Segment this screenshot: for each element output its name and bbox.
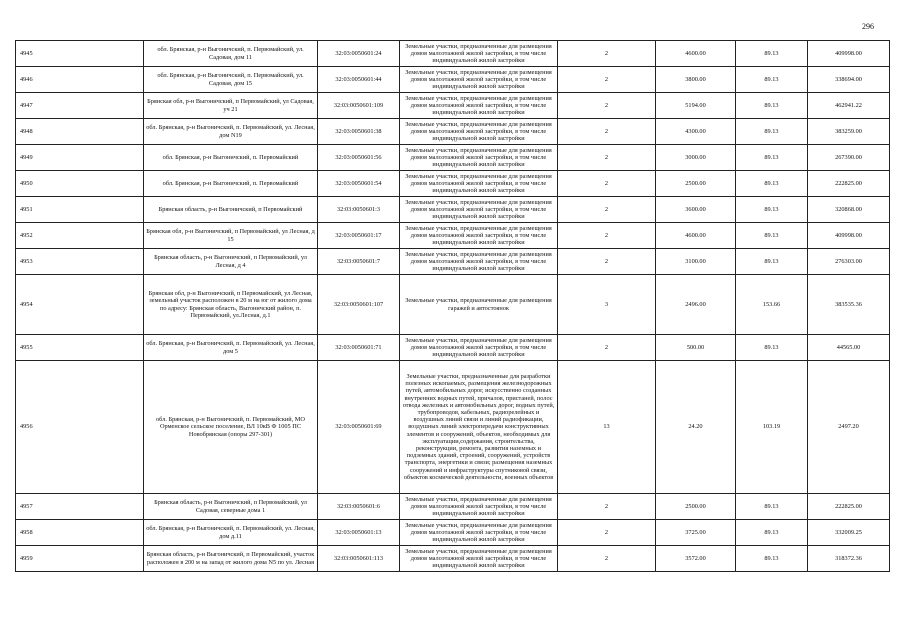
value-cell: 383535.36 (808, 275, 890, 335)
land-use-cell: Земельные участки, предназначенные для разработки полезных ископаемых, размещения железнодорожных путей, автомобильных дорог, искусственно созданных внутренних водных путей, причалов, пристаней, полос отвода железных и автомобильных дорог, водных путей, трубопроводов, кабельных, радиорелейных и воздушных линий связи и линий радиофикации, воздушных линий электропередачи конструктивных элементов и сооружений, объектов, необходимых для эксплуатации,содержания, строительства, реконструкции, ремонта, развития наземных и подземных зданий, строений, сооружений, устройств транспорта, энергетики и связи; размещения наземных сооружений и инфраструктуры спутниковой связи, объектов космической деятельности, военных объектов (400, 361, 558, 494)
table-row (16, 93, 890, 119)
area-cell: 2496.00 (656, 275, 736, 335)
value-cell: 383259.00 (808, 119, 890, 145)
value-cell: 338694.00 (808, 67, 890, 93)
land-use-cell: Земельные участки, предназначенные для размещения гаражей и автостоянок (400, 275, 558, 335)
land-use-cell: Земельные участки, предназначенные для размещения домов малоэтажной жилой застройки, в том числе индивидуальной жилой застройки (400, 520, 558, 546)
table-row (16, 197, 890, 223)
address-cell: обл. Брянская, р-н Выгоничский, п. Первомайский, ул. Лесная, дом 5 (144, 335, 318, 361)
row-number: 4953 (16, 249, 144, 275)
rate-cell: 89.13 (736, 335, 808, 361)
rate-cell: 89.13 (736, 93, 808, 119)
area-cell: 2500.00 (656, 494, 736, 520)
group-code-cell: 2 (558, 520, 656, 546)
group-code-cell: 2 (558, 67, 656, 93)
area-cell: 24.20 (656, 361, 736, 494)
rate-cell: 89.13 (736, 494, 808, 520)
row-number: 4948 (16, 119, 144, 145)
rate-cell: 89.13 (736, 197, 808, 223)
value-cell: 2497.20 (808, 361, 890, 494)
cadastral-number-cell: 32:03:0050601:38 (318, 119, 400, 145)
group-code-cell: 2 (558, 249, 656, 275)
row-number: 4946 (16, 67, 144, 93)
rate-cell: 103.19 (736, 361, 808, 494)
value-cell: 409998.00 (808, 41, 890, 67)
cadastral-number-cell: 32:03:0050601:113 (318, 546, 400, 572)
row-number: 4957 (16, 494, 144, 520)
area-cell: 3600.00 (656, 197, 736, 223)
group-code-cell: 2 (558, 93, 656, 119)
table-row (16, 275, 890, 335)
cadastral-number-cell: 32:03:0050601:71 (318, 335, 400, 361)
address-cell: обл. Брянская, р-н Выгоничский, п. Первомайский, ул. Садовая, дом 15 (144, 67, 318, 93)
cadastral-number-cell: 32:03:0050601:7 (318, 249, 400, 275)
area-cell: 4600.00 (656, 41, 736, 67)
group-code-cell: 2 (558, 197, 656, 223)
rate-cell: 89.13 (736, 67, 808, 93)
group-code-cell: 2 (558, 223, 656, 249)
area-cell: 5194.00 (656, 93, 736, 119)
table-row (16, 145, 890, 171)
row-number: 4949 (16, 145, 144, 171)
group-code-cell: 2 (558, 546, 656, 572)
row-number: 4954 (16, 275, 144, 335)
value-cell: 222825.00 (808, 171, 890, 197)
cadastral-number-cell: 32:03:0050601:17 (318, 223, 400, 249)
value-cell: 462941.22 (808, 93, 890, 119)
address-cell: обл. Брянская, р-н Выгоничский, п. Первомайский, ул. Лесная, дом д.11 (144, 520, 318, 546)
value-cell: 276303.00 (808, 249, 890, 275)
area-cell: 3000.00 (656, 145, 736, 171)
group-code-cell: 2 (558, 335, 656, 361)
cadastral-number-cell: 32:03:0050601:69 (318, 361, 400, 494)
table-row (16, 335, 890, 361)
area-cell: 3572.00 (656, 546, 736, 572)
address-cell: Брянская обл, р-н Выгоничский, п Первомайский, ул Садовая, уч 21 (144, 93, 318, 119)
table-row (16, 41, 890, 67)
rate-cell: 89.13 (736, 520, 808, 546)
address-cell: Брянская обл, р-н Выгоничский, п Первомайский, ул Лесная, земельный участок расположен в 20 м на юг от жилого дома по адресу: Брянская область, Выгоничский район, п. Первомайский, ул.Лесная, д.1 (144, 275, 318, 335)
value-cell: 318372.36 (808, 546, 890, 572)
address-cell: обл. Брянская, р-н Выгоничский, п. Первомайский, ул. Лесная, дом N19 (144, 119, 318, 145)
land-use-cell: Земельные участки, предназначенные для размещения домов малоэтажной жилой застройки, в том числе индивидуальной жилой застройки (400, 93, 558, 119)
address-cell: обл. Брянская, р-н Выгоничский, п. Первомайский (144, 171, 318, 197)
area-cell: 500.00 (656, 335, 736, 361)
group-code-cell: 13 (558, 361, 656, 494)
cadastral-number-cell: 32:03:0050601:24 (318, 41, 400, 67)
table-row (16, 67, 890, 93)
value-cell: 267390.00 (808, 145, 890, 171)
area-cell: 3100.00 (656, 249, 736, 275)
group-code-cell: 2 (558, 119, 656, 145)
table-row (16, 520, 890, 546)
land-use-cell: Земельные участки, предназначенные для размещения домов малоэтажной жилой застройки, в том числе индивидуальной жилой застройки (400, 41, 558, 67)
rate-cell: 153.66 (736, 275, 808, 335)
value-cell: 222825.00 (808, 494, 890, 520)
land-use-cell: Земельные участки, предназначенные для размещения домов малоэтажной жилой застройки, в том числе индивидуальной жилой застройки (400, 494, 558, 520)
address-cell: Брянская обл, р-н Выгоничский, п Первомайский, ул Лесная, д 15 (144, 223, 318, 249)
group-code-cell: 2 (558, 41, 656, 67)
rate-cell: 89.13 (736, 171, 808, 197)
row-number: 4947 (16, 93, 144, 119)
address-cell: Брянская область, р-н Выгоничский, п Первомайский, участок расположен в 200 м на запад от жилого дома N5 по ул. Лесная (144, 546, 318, 572)
land-use-cell: Земельные участки, предназначенные для размещения домов малоэтажной жилой застройки, в том числе индивидуальной жилой застройки (400, 335, 558, 361)
group-code-cell: 2 (558, 171, 656, 197)
rate-cell: 89.13 (736, 119, 808, 145)
row-number: 4945 (16, 41, 144, 67)
row-number: 4950 (16, 171, 144, 197)
group-code-cell: 3 (558, 275, 656, 335)
address-cell: Брянская область, р-н Выгоничский, п Первомайский, ул Лесная, д 4 (144, 249, 318, 275)
table-row (16, 494, 890, 520)
land-use-cell: Земельные участки, предназначенные для размещения домов малоэтажной жилой застройки, в том числе индивидуальной жилой застройки (400, 197, 558, 223)
table-row (16, 171, 890, 197)
area-cell: 4300.00 (656, 119, 736, 145)
land-use-cell: Земельные участки, предназначенные для размещения домов малоэтажной жилой застройки, в том числе индивидуальной жилой застройки (400, 145, 558, 171)
area-cell: 3725.00 (656, 520, 736, 546)
table-row (16, 223, 890, 249)
table-row (16, 361, 890, 494)
area-cell: 3800.00 (656, 67, 736, 93)
rate-cell: 89.13 (736, 223, 808, 249)
land-use-cell: Земельные участки, предназначенные для размещения домов малоэтажной жилой застройки, в том числе индивидуальной жилой застройки (400, 223, 558, 249)
land-use-cell: Земельные участки, предназначенные для размещения домов малоэтажной жилой застройки, в том числе индивидуальной жилой застройки (400, 67, 558, 93)
rate-cell: 89.13 (736, 41, 808, 67)
row-number: 4951 (16, 197, 144, 223)
row-number: 4955 (16, 335, 144, 361)
value-cell: 332009.25 (808, 520, 890, 546)
cadastral-number-cell: 32:03:0050601:44 (318, 67, 400, 93)
land-use-cell: Земельные участки, предназначенные для размещения домов малоэтажной жилой застройки, в том числе индивидуальной жилой застройки (400, 119, 558, 145)
address-cell: обл. Брянская, р-н Выгоничский, п. Первомайский, ул. Садовая, дом 11 (144, 41, 318, 67)
address-cell: Брянская область, р-н Выгоничский, п Первомайский, ул Садовая, северные дома 1 (144, 494, 318, 520)
group-code-cell: 2 (558, 145, 656, 171)
table-row (16, 119, 890, 145)
cadastral-number-cell: 32:03:0050601:13 (318, 520, 400, 546)
value-cell: 320868.00 (808, 197, 890, 223)
cadastral-number-cell: 32:03:0050601:3 (318, 197, 400, 223)
area-cell: 4600.00 (656, 223, 736, 249)
page-number: 296 (862, 22, 874, 31)
address-cell: обл. Брянская, р-н Выгоничский, п. Первомайский (144, 145, 318, 171)
cadastral-table (15, 40, 890, 572)
cadastral-number-cell: 32:03:0050601:56 (318, 145, 400, 171)
value-cell: 44565.00 (808, 335, 890, 361)
row-number: 4956 (16, 361, 144, 494)
cadastral-number-cell: 32:03:0050601:54 (318, 171, 400, 197)
land-use-cell: Земельные участки, предназначенные для размещения домов малоэтажной жилой застройки, в том числе индивидуальной жилой застройки (400, 546, 558, 572)
row-number: 4952 (16, 223, 144, 249)
cadastral-number-cell: 32:03:0050601:109 (318, 93, 400, 119)
row-number: 4959 (16, 546, 144, 572)
cadastral-number-cell: 32:03:0050601:6 (318, 494, 400, 520)
table-row (16, 249, 890, 275)
rate-cell: 89.13 (736, 249, 808, 275)
rate-cell: 89.13 (736, 145, 808, 171)
land-use-cell: Земельные участки, предназначенные для размещения домов малоэтажной жилой застройки, в том числе индивидуальной жилой застройки (400, 171, 558, 197)
area-cell: 2500.00 (656, 171, 736, 197)
land-use-cell: Земельные участки, предназначенные для размещения домов малоэтажной жилой застройки, в том числе индивидуальной жилой застройки (400, 249, 558, 275)
address-cell: Брянская область, р-н Выгоничский, п Первомайский (144, 197, 318, 223)
cadastral-number-cell: 32:03:0050601:107 (318, 275, 400, 335)
value-cell: 409998.00 (808, 223, 890, 249)
rate-cell: 89.13 (736, 546, 808, 572)
group-code-cell: 2 (558, 494, 656, 520)
row-number: 4958 (16, 520, 144, 546)
address-cell: обл. Брянская, р-н Выгоничский, п. Первомайский, МО Орменское сельское поселение, ВЛ 10кВ Ф 1005 ПС Новобрянская (опоры 297-301) (144, 361, 318, 494)
table-row (16, 546, 890, 572)
